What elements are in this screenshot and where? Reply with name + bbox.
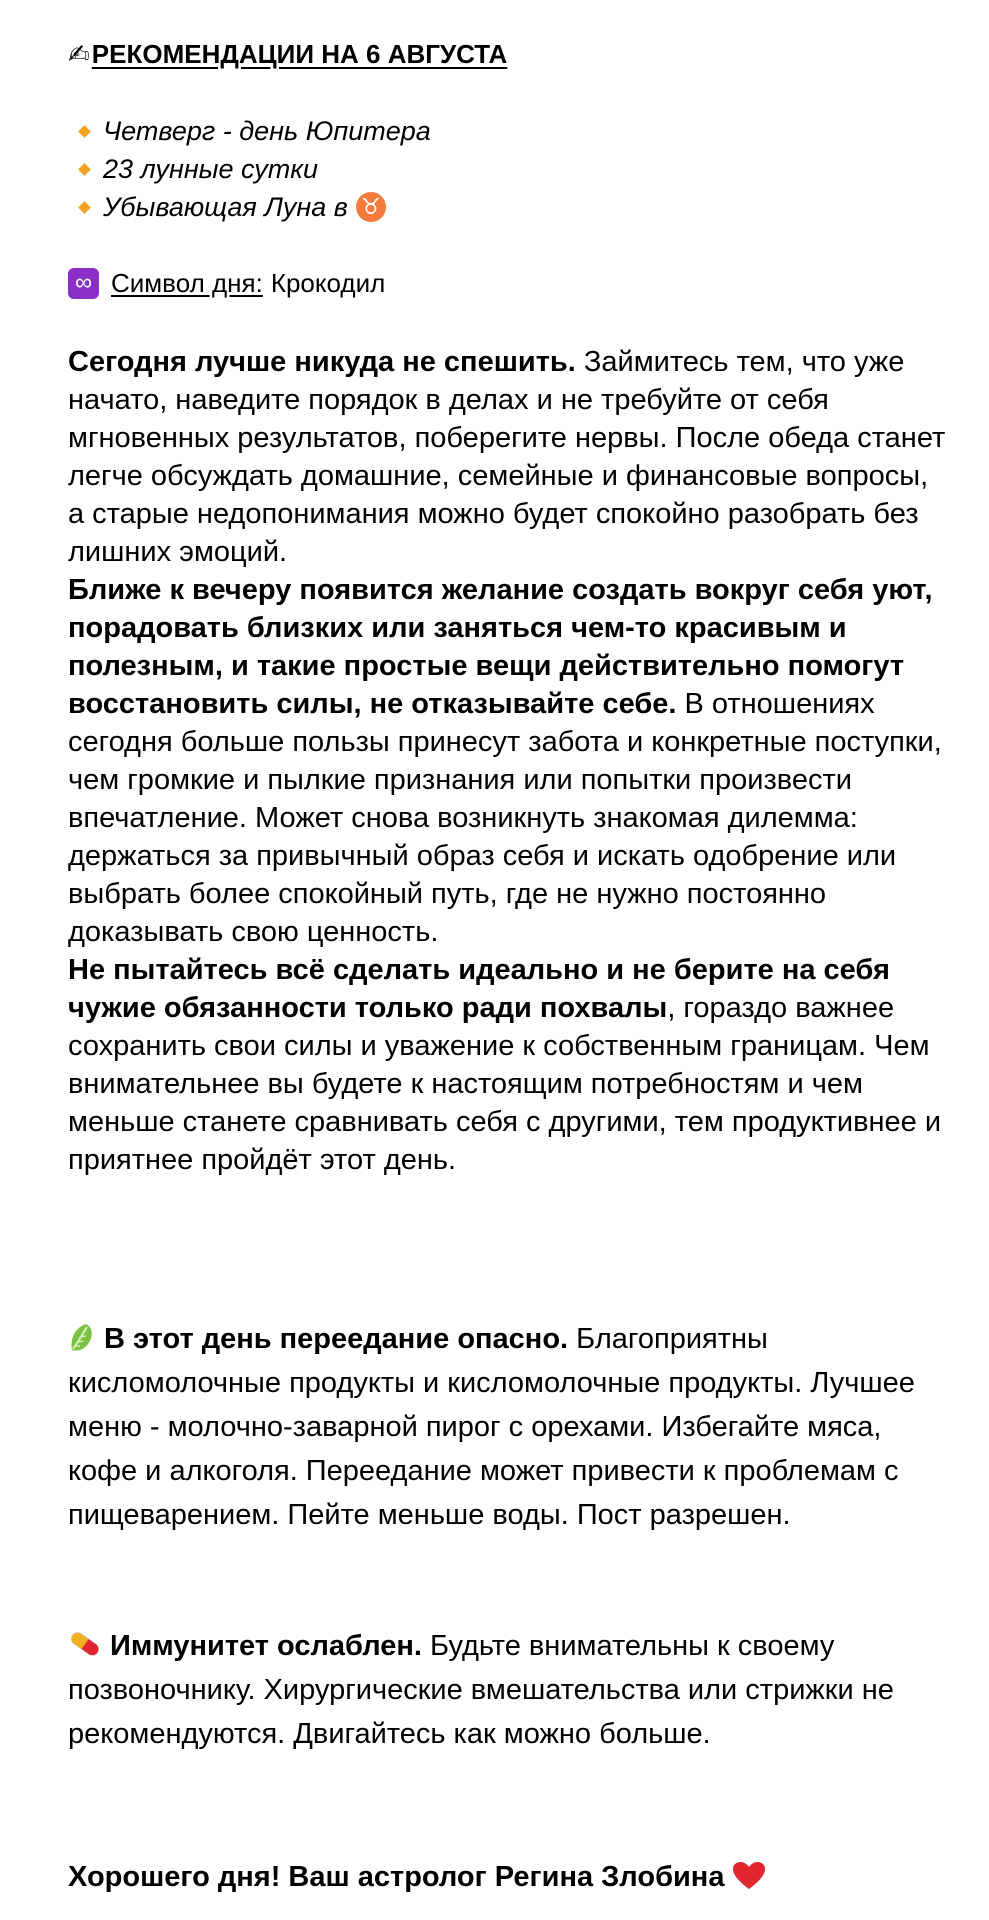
health-text: Будьте внимательны к своему позвоночнику. Хирургические вмешательства или стрижки не рекомендуются. Двигайтесь как можно больше. [68, 1630, 894, 1750]
food-text: Благоприятны кисломолочные продукты и кисломолочные продукты. Лучшее меню - молочно-заварной пирог с орехами. Избегайте мяса, кофе и алкоголя. Переедание может привести к проблемам с пищеварением. Пейте меньше воды. Пост разрешен. [68, 1323, 915, 1531]
fact-lunar-day [80, 150, 431, 188]
closing-text: Хорошего дня! Ваш астролог Регина Злобина [68, 1861, 725, 1893]
symbol-value: Крокодил [270, 268, 386, 298]
orange-diamond-icon [78, 201, 91, 214]
health-paragraph [68, 1624, 948, 1756]
post-title [68, 38, 507, 70]
forecast-bold: Ближе к вечеру появится желание создать вокруг себя уют, порадовать близких или заняться чем-то красивым и полезным, и такие простые вещи действительно помогут восстановить силы, не отказывайте себе. [68, 574, 933, 720]
pill-icon [68, 1629, 102, 1659]
fact-text: 23 лунные сутки [103, 154, 319, 184]
title-text: РЕКОМЕНДАЦИИ НА 6 АВГУСТА [91, 39, 508, 69]
symbol-of-day [68, 266, 385, 300]
fact-weekday [80, 112, 431, 150]
heart-icon [732, 1861, 766, 1891]
fact-moon-phase [80, 188, 431, 226]
infinity-icon: ∞ [68, 268, 99, 299]
writing-hand-icon: ✍ [68, 39, 90, 69]
forecast-bold: Не пытайтесь всё сделать идеально и не берите на себя чужие обязанности только ради похвалы [68, 954, 890, 1024]
forecast-paragraph-1 [68, 343, 948, 571]
orange-diamond-icon [78, 125, 91, 138]
health-section [68, 1624, 948, 1756]
forecast-text: , гораздо важнее сохранить свои силы и уважение к собственным границам. Чем внимательнее вы будете к настоящим потребностям и чем меньше станете сравнивать себя с другими, тем продуктивнее и приятнее пройдёт этот день. [68, 992, 942, 1176]
food-bold: В этот день переедание опасно. [104, 1323, 569, 1355]
leafy-green-icon [68, 1322, 96, 1352]
health-bold: Иммунитет ослаблен. [110, 1630, 422, 1662]
forecast-text: В отношениях сегодня больше пользы принесут забота и конкретные поступки, чем громкие и пылкие признания или попытки произвести впечатление. Может снова возникнуть знакомая дилемма: держаться за привычный образ себя и искать одобрение или выбрать более спокойный путь, где не нужно постоянно доказывать свою ценность. [68, 688, 942, 948]
food-paragraph [68, 1317, 948, 1537]
fact-text: Убывающая Луна в [103, 192, 348, 222]
forecast-paragraph-3 [68, 951, 948, 1179]
forecast-bold: Сегодня лучше никуда не спешить. [68, 346, 576, 378]
symbol-label: Символ дня: [111, 268, 263, 298]
day-facts-list [80, 112, 431, 226]
food-section [68, 1317, 948, 1537]
closing-line [68, 1858, 766, 1896]
fact-text: Четверг - день Юпитера [103, 116, 431, 146]
taurus-icon: ♉ [356, 192, 386, 222]
orange-diamond-icon [78, 163, 91, 176]
main-forecast [68, 343, 948, 1179]
forecast-text: Займитесь тем, что уже начато, наведите порядок в делах и не требуйте от себя мгновенных результатов, поберегите нервы. После обеда станет легче обсуждать домашние, семейные и финансовые вопросы, а старые недопонимания можно будет спокойно разобрать без лишних эмоций. [68, 346, 946, 568]
forecast-paragraph-2 [68, 571, 948, 951]
